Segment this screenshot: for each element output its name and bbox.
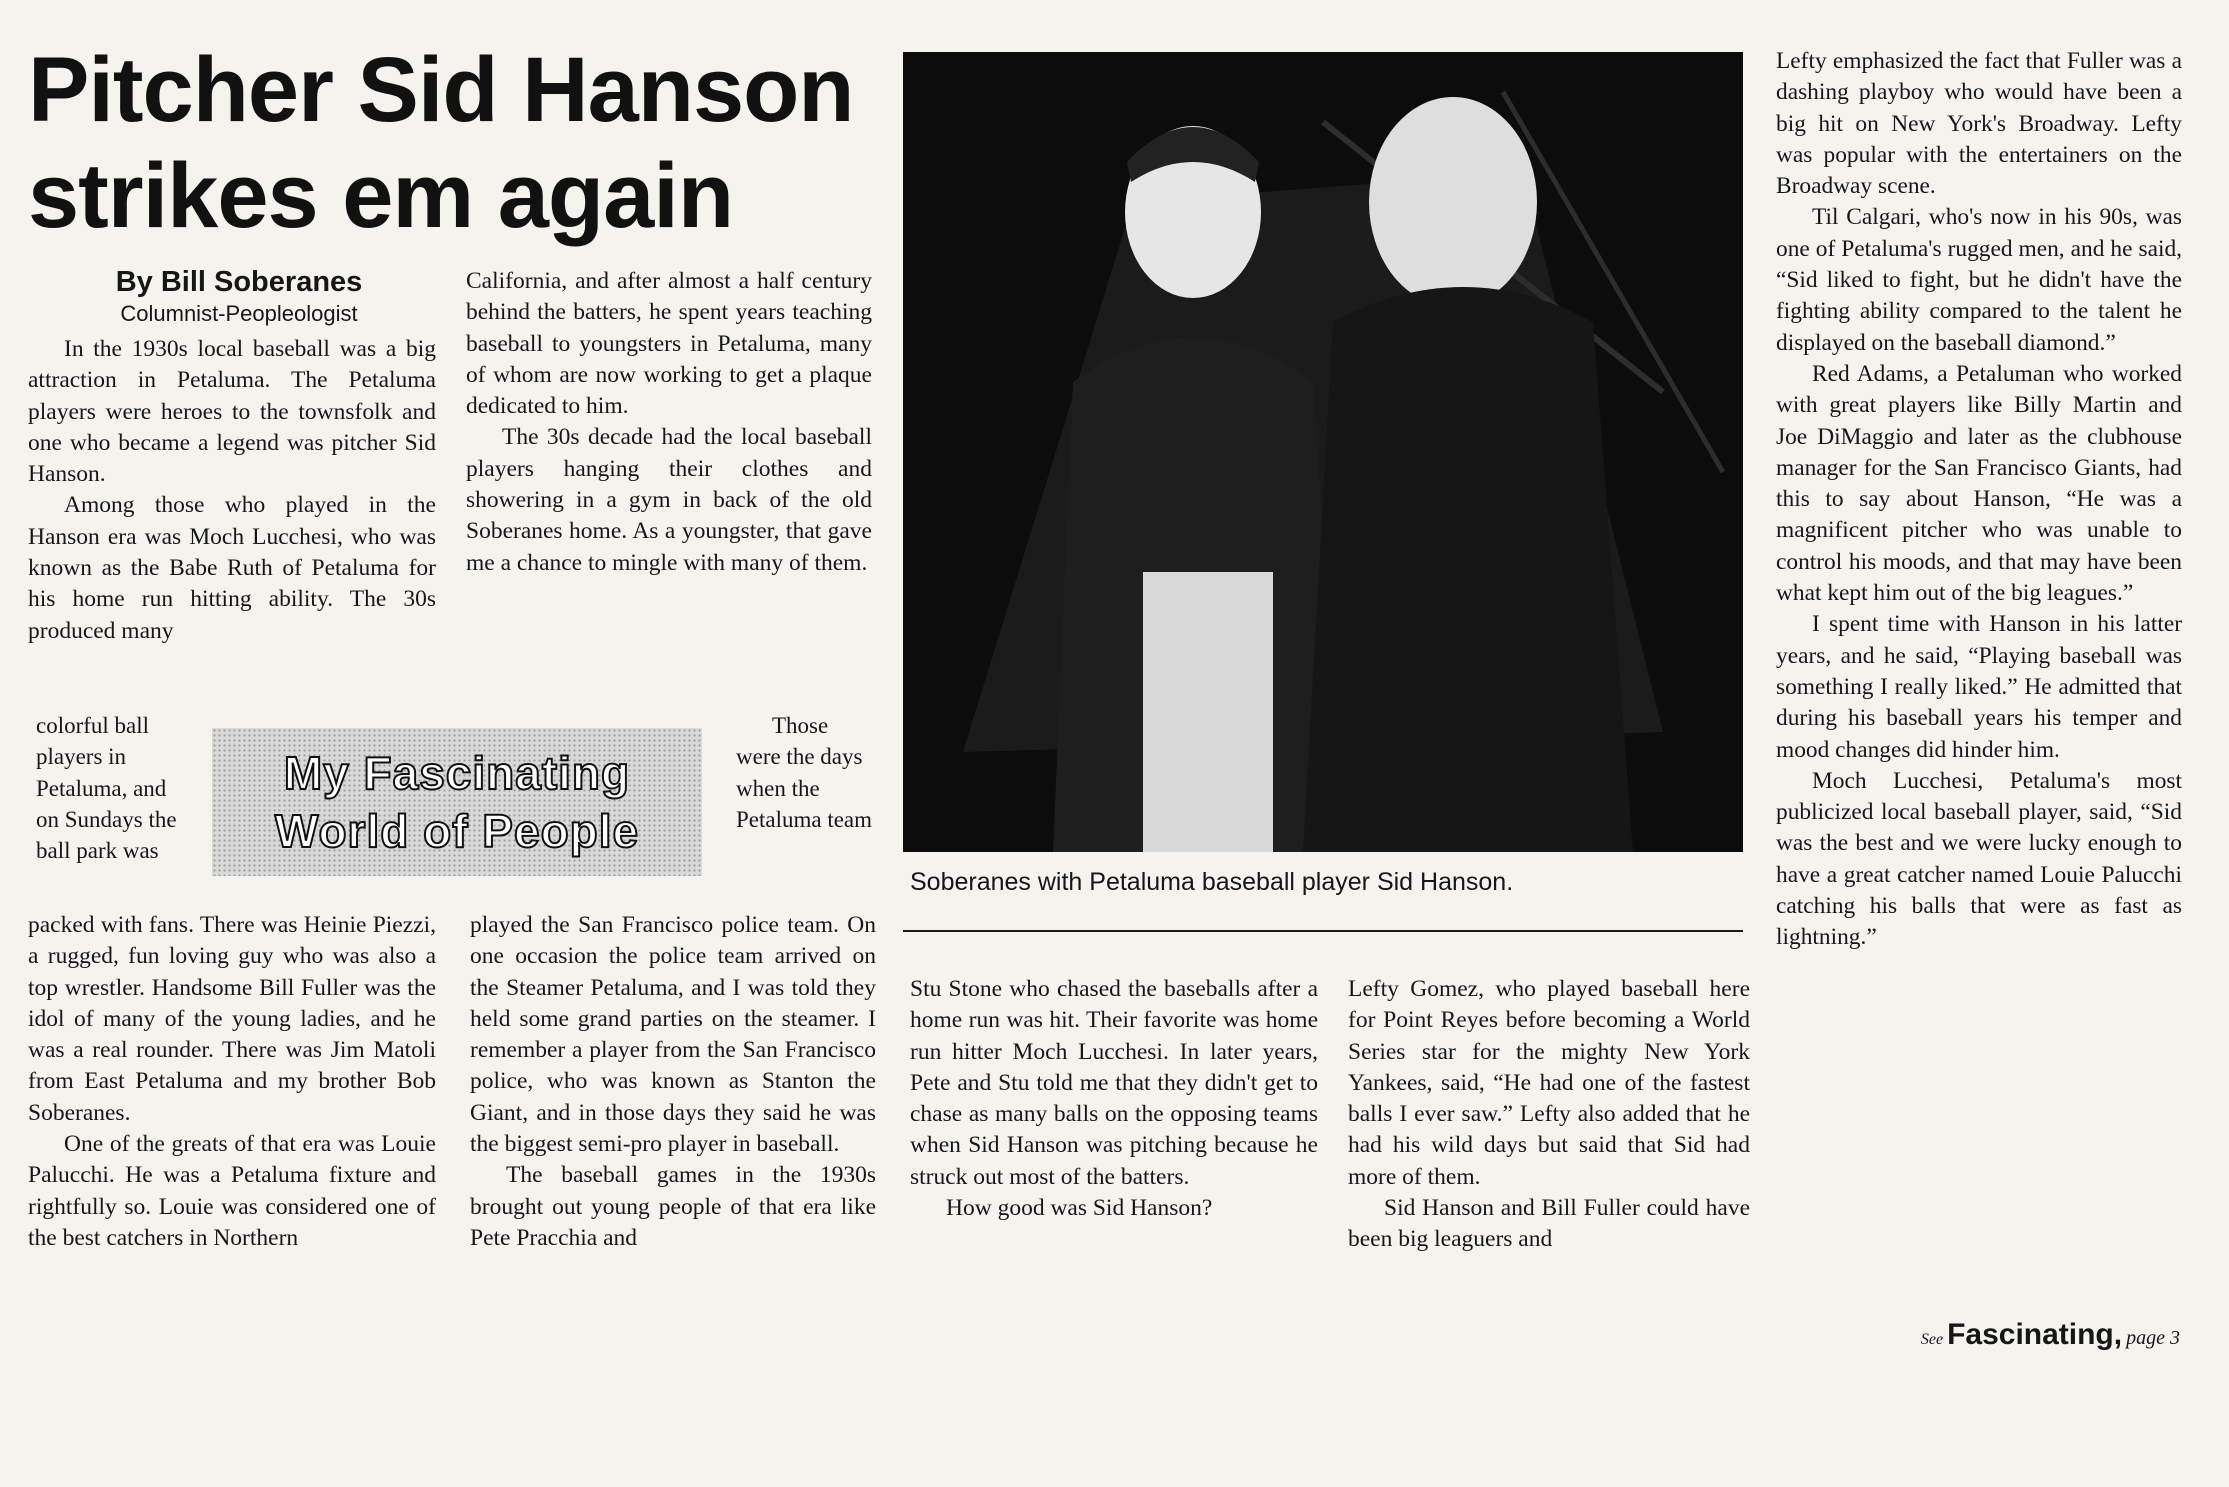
col3-paragraph-1: Stu Stone who chased the baseballs after a home run was hit. Their favorite was home run hitter Moch Lucchesi. In later years, Pete and Stu told me that they didn't get to chase as many balls on the opposing teams when Sid Hanson was pitching because he struck out most of the batters.: [910, 976, 1318, 1190]
col1-wrap-left: colorful ball players in Petaluma, and on Sundays the ball park was: [36, 713, 177, 864]
col1-paragraph-2: Among those who played in the Hanson era was Moch Lucchesi, who was known as the Babe Ruth of Petaluma for his home run hitting ability. The 30s produced many: [28, 492, 436, 644]
column-4: [1348, 974, 1750, 1256]
byline-author: By Bill Soberanes: [115, 266, 363, 298]
headline-line-2: strikes em again: [28, 145, 734, 247]
col4-paragraph-2: Sid Hanson and Bill Fuller could have been big leaguers and: [1348, 1195, 1750, 1253]
photo: [903, 52, 1743, 852]
jump-line: [1880, 1318, 2180, 1352]
column-1-upper: [28, 334, 436, 647]
col5-paragraph-1: Lefty emphasized the fact that Fuller was a dashing playboy who would have been a big hit on New York's Broadway. Lefty was popular with the entertainers on the Broadway scene.: [1776, 48, 2182, 200]
column-5: [1776, 46, 2182, 954]
headline: [28, 40, 888, 246]
column-2-upper: [466, 266, 872, 579]
photo-caption: Soberanes with Petaluma baseball player Sid Hanson.: [910, 868, 1514, 896]
col1-paragraph-3: One of the greats of that era was Louie Palucchi. He was a Petaluma fixture and rightfully so. Louie was considered one of the best catchers in Northern: [28, 1131, 436, 1251]
photo-image: [903, 52, 1743, 852]
byline-title: Columnist-Peopleologist: [120, 301, 358, 326]
col5-paragraph-5: Moch Lucchesi, Petaluma's most publicized local baseball player, said, “Sid was the best and we were lucky enough to have a great catcher named Louie Palucchi catching his balls that were as fast as lightning.”: [1776, 767, 2182, 951]
column-logo: [212, 728, 702, 876]
col2-wrap-text: [736, 710, 876, 835]
col3-paragraph-2: How good was Sid Hanson?: [946, 1195, 1213, 1222]
col2-paragraph-4: The baseball games in the 1930s brought out young people of that era like Pete Pracchia and: [470, 1162, 876, 1251]
headline-line-1: Pitcher Sid Hanson: [28, 39, 854, 141]
jump-see: See: [1920, 1331, 1944, 1348]
column-logo-line-2: World of People: [274, 805, 640, 857]
col1-paragraph-1: In the 1930s local baseball was a big attraction in Petaluma. The Petaluma players were heroes to the townsfolk and one who became a legend was pitcher Sid Hanson.: [28, 336, 436, 488]
col5-paragraph-2: Til Calgari, who's now in his 90s, was one of Petaluma's rugged men, and he said, “Sid liked to fight, but he didn't have the fighting ability compared to the talent he displayed on the baseball diamond.”: [1776, 204, 2182, 356]
col4-paragraph-1: Lefty Gomez, who played baseball here for Point Reyes before becoming a World Series star for the mighty New York Yankees, said, “He had one of the fastest balls I ever saw.” Lefty also added that he had his wild days but said that Sid had more of them.: [1348, 976, 1750, 1190]
col2-paragraph-1: California, and after almost a half century behind the batters, he spent years teaching baseball to youngsters in Petaluma, many of whom are now working to get a plaque dedicated to him.: [466, 268, 872, 420]
byline: [28, 266, 450, 327]
col5-paragraph-3: Red Adams, a Petaluman who worked with great players like Billy Martin and Joe DiMaggio and later as the clubhouse manager for the San Francisco Giants, had this to say about Hanson, “He was a magnificent pitcher who was unable to control his moods, and that may have been what kept him out of the big leagues.”: [1776, 360, 2182, 607]
column-2-lower: [470, 910, 876, 1254]
col2-wrap-right: Those were the days when the Petaluma team: [736, 713, 873, 832]
col1-paragraph-2-end: packed with fans. There was Heinie Piezzi, a rugged, fun loving guy who was also a top wrestler. Handsome Bill Fuller was the idol of many of the young ladies, and he was a real rounder. There was Jim Matoli from East Petaluma and my brother Bob Soberanes.: [28, 912, 436, 1126]
jump-word: Fascinating,: [1947, 1318, 2123, 1351]
col1-wrap-text: [36, 710, 192, 866]
column-1-lower: [28, 910, 436, 1254]
col2-paragraph-2: The 30s decade had the local baseball players hanging their clothes and showering in a gym in back of the old Soberanes home. As a youngster, that gave me a chance to mingle with many of them.: [466, 424, 872, 576]
col2-paragraph-3-end: played the San Francisco police team. On one occasion the police team arrived on the Steamer Petaluma, and I was told they held some grand parties on the steamer. I remember a player from the San Francisco police, who was known as Stanton the Giant, and in those days they said he was the biggest semi-pro player in baseball.: [470, 912, 876, 1158]
jump-page: page 3: [2126, 1327, 2180, 1349]
column-3: [910, 974, 1318, 1224]
col5-paragraph-4: I spent time with Hanson in his latter years, and he said, “Playing baseball was something I really liked.” He admitted that during his baseball years his temper and mood changes did hinder him.: [1776, 611, 2182, 763]
section-divider: [903, 930, 1743, 932]
column-logo-line-1: My Fascinating: [283, 747, 631, 799]
